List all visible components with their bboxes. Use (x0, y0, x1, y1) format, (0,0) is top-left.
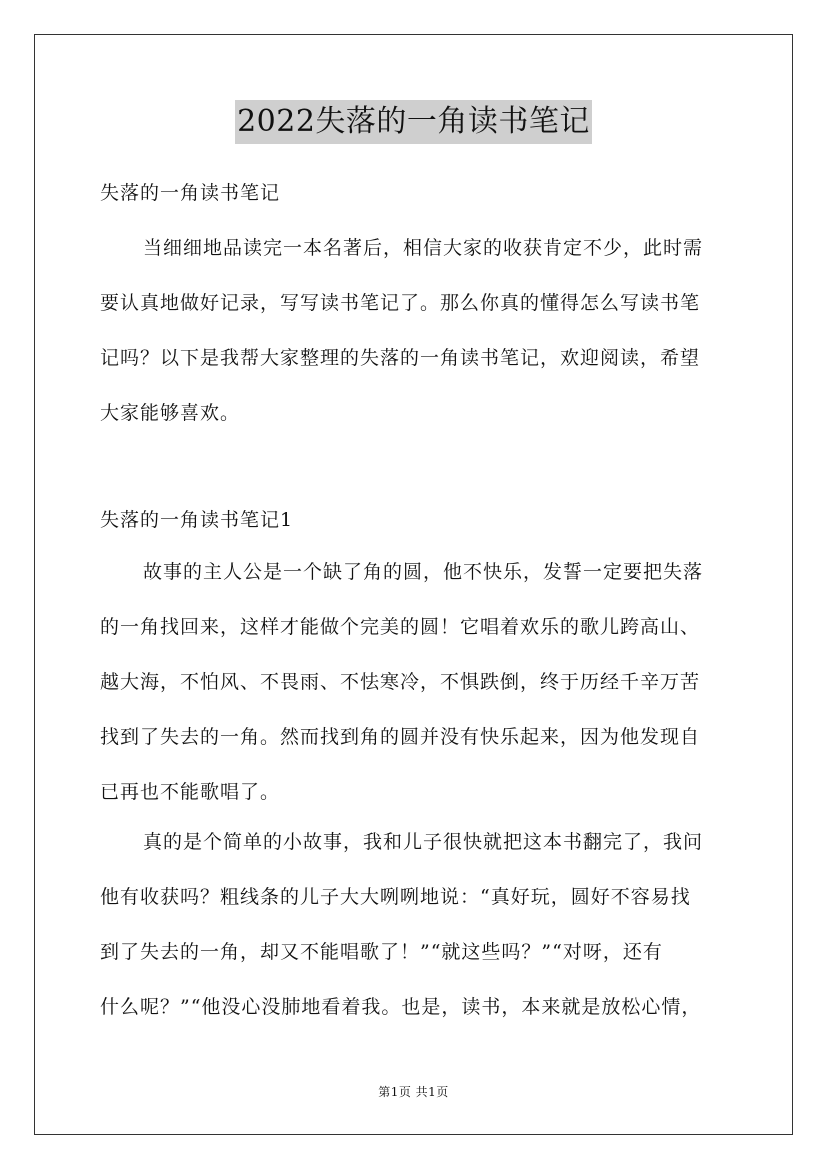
text-line: 故事的主人公是一个缺了角的圆，他不快乐，发誓一定要把失落 (143, 561, 704, 583)
text-line: 记吗？以下是我帮大家整理的失落的一角读书笔记，欢迎阅读，希望 (100, 347, 701, 369)
text-line: 他有收获吗？粗线条的儿子大大咧咧地说：“真好玩，圆好不容易找 (100, 886, 691, 908)
paragraph-1 (100, 545, 730, 820)
text-line: 大家能够喜欢。 (100, 402, 241, 424)
text-line: 真的是个简单的小故事，我和儿子很快就把这本书翻完了，我问 (143, 831, 704, 853)
section-heading-1: 失落的一角读书笔记1 (100, 509, 294, 531)
text-line: 越大海，不怕风、不畏雨、不怯寒冷，不惧跌倒，终于历经千辛万苦 (100, 671, 701, 693)
text-line: 的一角找回来，这样才能做个完美的圆！它唱着欢乐的歌儿跨高山、 (100, 616, 701, 638)
text-line: 要认真地做好记录，写写读书笔记了。那么你真的懂得怎么写读书笔 (100, 292, 701, 314)
document-title-block (0, 100, 827, 144)
intro-heading: 失落的一角读书笔记 (100, 182, 281, 204)
text-line: 到了失去的一角，却又不能唱歌了！”“就这些吗？”“对呀，还有 (100, 941, 663, 963)
paragraph-2 (100, 815, 730, 1035)
text-line: 什么呢？”“他没心没肺地看着我。也是，读书，本来就是放松心情， (100, 996, 702, 1018)
text-line: 已再也不能歌唱了。 (100, 781, 281, 803)
text-line: 找到了失去的一角。然而找到角的圆并没有快乐起来，因为他发现自 (100, 726, 701, 748)
page-footer: 第1页 共1页 (378, 1085, 449, 1099)
text-line: 当细细地品读完一本名著后，相信大家的收获肯定不少，此时需 (143, 237, 704, 259)
intro-paragraph (100, 221, 730, 441)
document-title: 2022失落的一角读书笔记 (235, 100, 592, 144)
